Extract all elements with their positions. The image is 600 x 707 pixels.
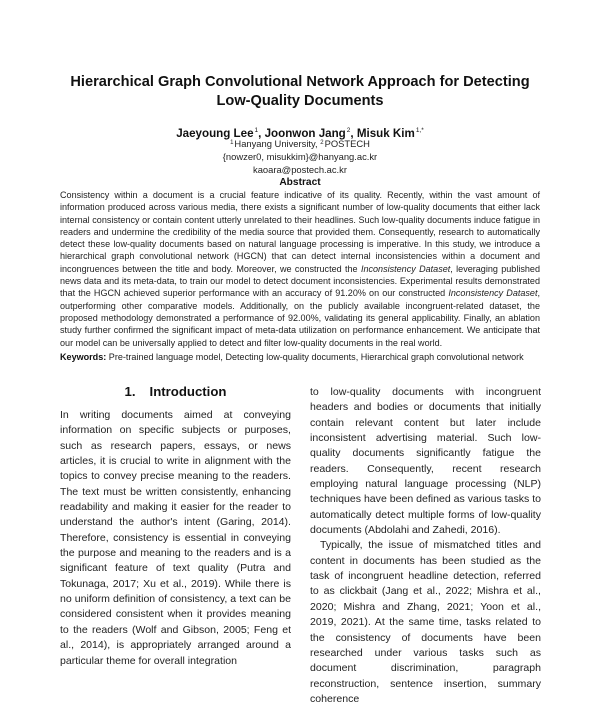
- author-name: Joonwon Jang: [264, 127, 346, 140]
- keywords: [60, 351, 540, 363]
- body-paragraph: In writing documents aimed at conveying information on specific subjects or purposes, such as research papers, essays, or news articles, it is crucial to write in alignment with the topics to convey precise meaning to the readers. The text must be written consistently, enhancing readability and making it easier for the reader to understand the author's intent (Garing, 2014). Therefore, consistency is essential in conveying the purpose and meaning to the readers and is a significant feature of text quality (Putra and Tokunaga, 2017; Xu et al., 2019). While there is no uniform definition of consistency, a text can be considered consistent when it provides meaning to the readers (Wolf and Gibson, 2005; Feng et al., 2014), is appropriately arranged around a particular theme for overall integration: [60, 409, 291, 667]
- affiliation-name: Hanyang University: [234, 138, 316, 149]
- abstract-dataset-name: Inconsistency Dataset: [448, 288, 538, 299]
- abstract-dataset-name: Inconsistency Dataset: [360, 263, 451, 274]
- keywords-text: Pre-trained language model, Detecting low-quality documents, Hierarchical graph convolutional network: [106, 352, 524, 362]
- affiliation-name: POSTECH: [324, 138, 370, 149]
- affiliation-line: $^1$Hanyang University, $^2$POSTECH: [230, 138, 370, 149]
- affiliation-mark: 1: [230, 140, 234, 146]
- left-column: [60, 383, 291, 669]
- abstract-heading: Abstract: [279, 177, 321, 188]
- body-paragraph: Typically, the issue of mismatched titles and content in documents has been studied as the task of incongruent headline detection, referred to as clickbait (Jang et al., 2022; Mishra et al., 2020; Mishra and Zhang, 2021; Yoon et al., 2019, 2021). At the same time, tasks related to the consistency of documents have been researched under various tasks such as document discrimination, paragraph reconstruction, sentence insertion, summary coherence: [310, 539, 541, 705]
- author-email: {nowzer0, misukkim}@hanyang.ac.kr: [222, 151, 378, 162]
- right-column: [310, 385, 541, 707]
- abstract-text: , leveraging published news data and its meta-data, to train our model to detect document inconsistencies. Experimental results demonstrated that the HGCN achieved superior performance with an accuracy of 91.20% on our constructed: [60, 263, 540, 299]
- abstract-text: Consistency within a document is a crucial feature indicative of its quality. Recently, within the vast amount of information produced across various media, there exists a significant number of low-quality documents that either lack internal consistency or contain content utterly unrelated to their headlines. Such low-quality documents induce fatigue in readers and undermine the credibility of the media source that provided them. Consequently, research to automatically detect these low-quality documents based on natural language processing is imperative. In this study, we introduce a hierarchical graph convolutional network (HGCN) that can detect internal inconsistencies within a document and incongruences between the title and body. Moreover, we constructed the: [60, 190, 540, 274]
- section-number: 1.: [124, 384, 136, 399]
- body-paragraph: to low-quality documents with incongruent headers and bodies or documents that initially contain relevant content but later include inconsistent advertising material. Such low-quality documents significantly fatigue the readers. Consequently, recent research employing natural language processing (NLP) techniques have been defined as various tasks to automatically detect multiple forms of low-quality documents (Abdolahi and Zahedi, 2016).: [310, 386, 542, 537]
- abstract-text: , outperforming other comparative models. Additionally, on the publicly available incongruent-related dataset, the proposed methodology demonstrated a performance of 92.00%, validating its general applicability. Finally, an ablation study further confirmed the significant impact of meta-data utilization on performance enhancement. We anticipate that our model can be universally applied to detect and filter low-quality documents in the real world.: [60, 288, 540, 348]
- section-heading: [60, 383, 291, 401]
- abstract-body: [60, 189, 540, 349]
- author-affiliation-mark: 1: [254, 127, 259, 134]
- author-name: Jaeyoung Lee: [176, 127, 254, 140]
- author-affiliation-mark: 2: [346, 127, 351, 134]
- affiliation-mark: 2: [320, 140, 324, 146]
- author-list: Jaeyoung Lee$^1$, Joonwon Jang$^2$, Misuk Kim$^{1,*}$: [176, 127, 424, 140]
- keywords-label: Keywords:: [60, 352, 107, 362]
- paper-title: Hierarchical Graph Convolutional Network Approach for Detecting Low-Quality Documents: [70, 74, 530, 109]
- author-affiliation-mark: 1,*: [415, 127, 424, 134]
- section-title: Introduction: [149, 384, 227, 399]
- affiliations: [60, 137, 540, 176]
- author-name: Misuk Kim: [356, 127, 415, 140]
- author-email: kaoara@postech.ac.kr: [253, 164, 347, 175]
